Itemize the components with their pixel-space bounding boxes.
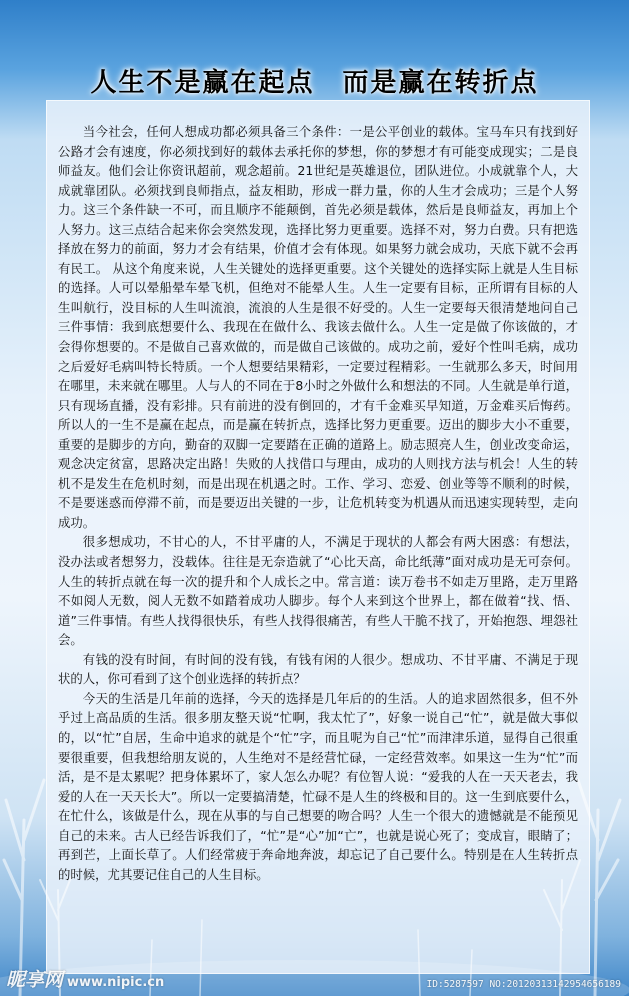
paragraph: 很多想成功，不甘心的人，不甘平庸的人，不满足于现状的人都会有两大困惑：有想法，没办法或者想努力，没载体。往往是无奈造就了“心比天高，命比纸薄”面对成功是无可奈何。人生的转折点就在每一次的提升和个人成长之中。常言道：读万卷书不如走万里路，走万里路不如阅人无数，阅人无数不如踏着成功人脚步。每个人来到这个世界上，都在做着“找、悟、道”三件事情。有些人找得很快乐，有些人找得很痛苦，有些人干脆不找了，开始抱怨、埋怨社会。: [58, 534, 578, 648]
paragraph: 当今社会，任何人想成功都必须具备三个条件：一是公平创业的载体。宝马车只有找到好公路才会有速度，你必须找到好的载体去承托你的梦想，你的梦想才有可能变成现实；二是良师益友。他们会让你资讯超前，观念超前。21世纪是英雄退位，团队进位。小成就靠个人，大成就靠团队。必须找到良师指点，益友相助，形成一群力量，你的人生才会成功；三是个人努力。这三个条件缺一不可，而且顺序不能颠倒，首先必须是载体，然后是良师益友，再加上个人努力。这三点结合起来你会突然发现，选择比努力更重要。选择不对，努力白费。只有把选择放在努力的前面，努力才会有结果，价值才会有体现。如果努力就会成功，天底下就不会再有民工。 从这个角度来说，人生关键处的选择更重要。这个关键处的选择实际上就是人生目标的选择。人可以晕船晕车晕飞机，但绝对不能晕人生。人生一定要有目标，正所谓有目标的人生叫航行，没目标的人生叫流浪，流浪的人生是很不好受的。人生一定要每天很清楚地问自己三件事情：我到底想要什么、我现在在做什么、我该去做什么。人生一定是做了你该做的，才会得你想要的。不是做自己喜欢做的，而是做自己该做的。成功之前，爱好个性叫毛病，成功之后爱好毛病叫特长特质。一个人想要结果精彩，一定要过程精彩。一生就那么多天，时间用在哪里，未来就在哪里。人与人的不同在于8小时之外做什么和想法的不同。人生就是单行道，只有现场直播，没有彩排。只有前进的没有倒回的，才有千金难买早知道，万金难买后悔药。所以人的一生不是赢在起点，而是赢在转折点，选择比努力更重要。迈出的脚步大小不重要，重要的是脚步的方向，勤奋的双脚一定要踏在正确的道路上。励志照亮人生，创业改变命运，观念决定贫富，思路决定出路！失败的人找借口与理由，成功的人则找方法与机会！人生的转机不是发生在危机时刻，而是出现在机遇之时。工作、学习、恋爱、创业等等不顺利的时候，不是要迷惑而停滞不前，而是要迈出关键的一步，让危机转变为机遇从而迅速实现转型，走向成功。: [58, 124, 578, 530]
article-body: [58, 122, 578, 884]
paragraph: 有钱的没有时间，有时间的没有钱，有钱有闲的人很少。想成功、不甘平庸、不满足于现状的人，你可看到了这个创业选择的转折点？: [58, 651, 578, 687]
watermark-logo: [6, 965, 164, 992]
image-id-line: ID:5287597 NO:20120313142954656189: [426, 979, 621, 990]
paragraph: 今天的生活是几年前的选择，今天的选择是几年后的的生活。人的追求固然很多，但不外乎过上高品质的生活。很多朋友整天说“忙啊，我太忙了”，好象一说自己“忙”，就是做大事似的，以“忙”自居，生命中追求的就是个“忙”字，而且呢为自己“忙”而津津乐道，显得自己很重要很重要，但我想给朋友说的，人生绝对不是经营忙碌，一定经营效率。如果这一生为“忙”而活，是不是太累呢？把身体累坏了，家人怎么办呢？有位智人说：“爱我的人在一天天老去，我爱的人在一天天长大”。所以一定要搞清楚，忙碌不是人生的终极和目的。这一生到底要什么，在忙什么，该做是什么，现在从事的与自己想要的吻合吗？人生一个很大的遗憾就是不能预见自己的未来。古人已经告诉我们了，“忙”是“心”加“亡”，也就是说心死了；变成盲，眼睛了；再到芒，上面长草了。人们经常疲于奔命地奔波，却忘记了自己要什么。特别是在人生转折点的时候，尤其要记住自己的人生目标。: [58, 690, 578, 882]
page-title: 人生不是赢在起点 而是赢在转折点: [90, 68, 539, 98]
watermark-url: www.nipic.cn: [67, 975, 165, 990]
watermark-brand: 昵享网: [6, 969, 64, 991]
